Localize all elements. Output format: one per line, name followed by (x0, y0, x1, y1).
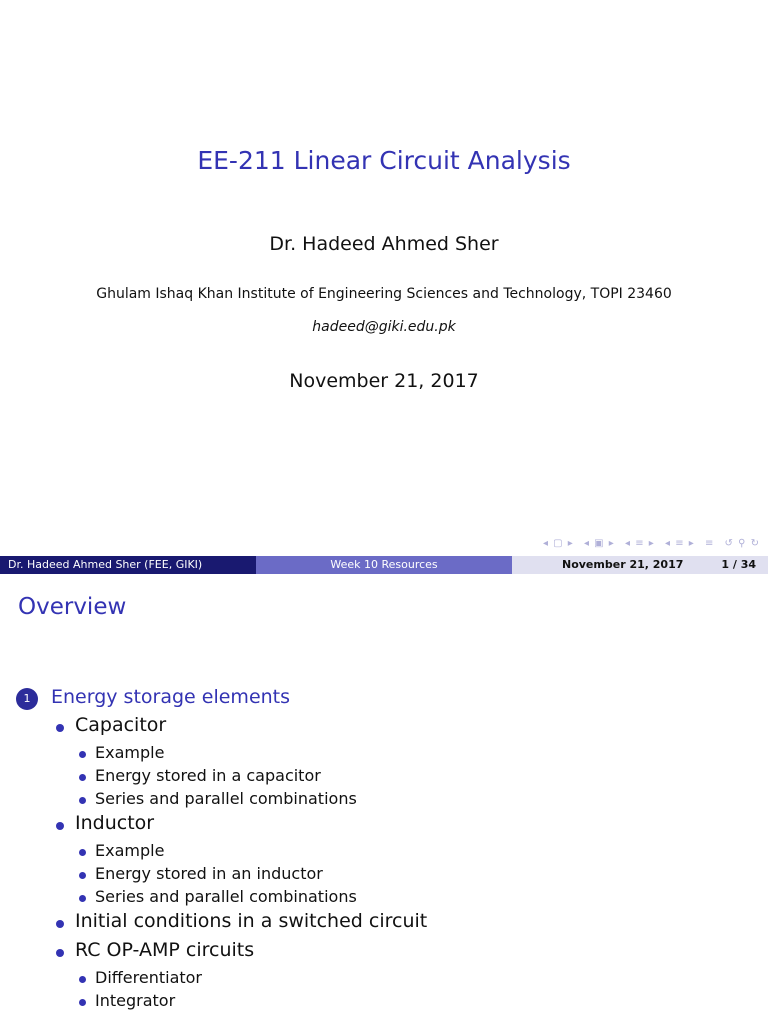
overview-subsection-item[interactable] (75, 812, 154, 834)
footer-author: Dr. Hadeed Ahmed Sher (FEE, GIKI) (0, 556, 256, 574)
bullet-icon (79, 849, 86, 856)
bullet-icon (79, 976, 86, 983)
institute-name: Ghulam Ishaq Khan Institute of Engineering Sciences and Technology, TOPI 23460 (96, 286, 672, 302)
bullet-icon (79, 895, 86, 902)
item-text: Capacitor (75, 714, 167, 736)
item-text: Energy stored in an inductor (95, 864, 323, 883)
overview-subsubsection-item[interactable] (95, 789, 357, 808)
item-text: Series and parallel combinations (95, 789, 357, 808)
bullet-icon (79, 872, 86, 879)
overview-subsubsection-item[interactable] (95, 864, 323, 883)
frame-nav-icon[interactable]: ◂ ▢ ▸ (542, 538, 574, 549)
overview-subsubsection-item[interactable] (95, 887, 357, 906)
bullet-icon (79, 774, 86, 781)
presentation-date: November 21, 2017 (289, 370, 479, 392)
bullet-icon (79, 797, 86, 804)
beamer-navigation (537, 538, 760, 549)
footer-page-number: 1 / 34 (721, 558, 756, 571)
overview-slide (0, 574, 768, 1024)
item-text: Example (95, 743, 165, 762)
item-text: Differentiator (95, 968, 203, 987)
footer-date: November 21, 2017 (562, 558, 684, 571)
item-text: Inductor (75, 812, 155, 834)
footer-title: Week 10 Resources (256, 556, 512, 574)
bullet-icon (79, 751, 86, 758)
overview-subsubsection-item[interactable] (95, 968, 202, 987)
overview-subsection-item[interactable] (75, 939, 254, 961)
item-text: Series and parallel combinations (95, 887, 357, 906)
section-nav-icon[interactable]: ◂ ≡ ▸ (625, 538, 655, 549)
bullet-icon (79, 999, 86, 1006)
bullet-icon (56, 920, 64, 928)
bullet-icon (56, 949, 64, 957)
item-text: Initial conditions in a switched circuit (75, 910, 428, 932)
author-email: hadeed@giki.edu.pk (312, 319, 456, 335)
overview-subsection-item[interactable] (75, 714, 166, 736)
overview-subsubsection-item[interactable] (95, 841, 164, 860)
bullet-icon (56, 724, 64, 732)
section-nav-icon-2[interactable]: ◂ ≡ ▸ (665, 538, 695, 549)
item-text: Integrator (95, 991, 176, 1010)
document-nav-icon[interactable]: ≡ (704, 538, 715, 549)
section-number-badge: 1 (16, 688, 38, 710)
section-title: Energy storage elements (51, 686, 291, 708)
slide-footer (0, 556, 768, 574)
footer-date-page (512, 556, 768, 574)
overview-subsubsection-item[interactable] (95, 991, 175, 1010)
overview-title: Overview (18, 594, 127, 620)
item-text: Example (95, 841, 165, 860)
bullet-icon (56, 822, 64, 830)
item-text: Energy stored in a capacitor (95, 766, 321, 785)
overview-subsubsection-item[interactable] (95, 766, 321, 785)
subsection-nav-icon[interactable]: ◂ ▣ ▸ (583, 538, 615, 549)
author-name: Dr. Hadeed Ahmed Sher (269, 233, 499, 255)
overview-subsubsection-item[interactable] (95, 743, 164, 762)
search-icon[interactable]: ↺ ⚲ ↻ (724, 538, 760, 549)
presentation-title: EE-211 Linear Circuit Analysis (197, 146, 571, 175)
item-text: RC OP-AMP circuits (75, 939, 255, 961)
overview-subsection-item[interactable] (75, 910, 427, 932)
